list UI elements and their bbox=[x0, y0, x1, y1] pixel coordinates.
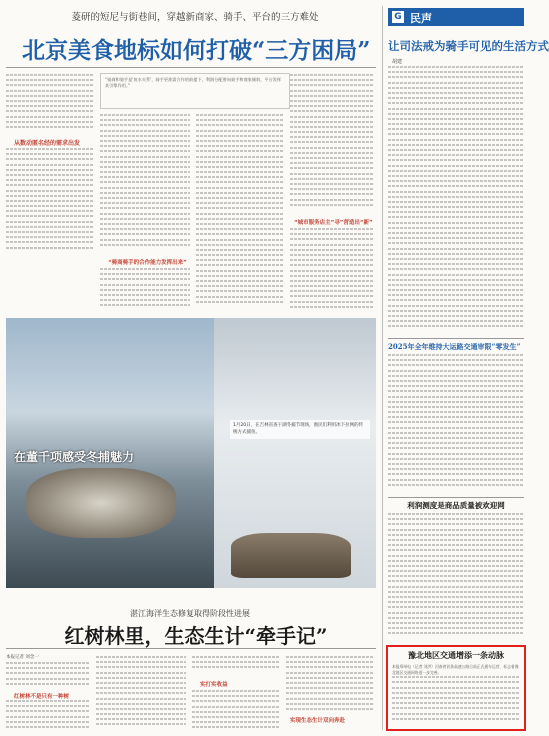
bottom-subhead-1: 红树林不是只有一种树 bbox=[14, 694, 70, 700]
top-kicker: 菱研的短尼与街巷间，穿越新商家、骑手、平台的三方难处 bbox=[71, 12, 319, 23]
top-col-1 bbox=[6, 74, 94, 134]
bottom-col-4 bbox=[286, 656, 374, 714]
top-col-4b bbox=[290, 228, 374, 312]
quote-box bbox=[100, 73, 290, 109]
bottom-headline: 红树林里，生态生计“牵手记” bbox=[64, 624, 328, 648]
bottom-subhead-2: 实打实收益 bbox=[200, 682, 228, 688]
news2-col bbox=[388, 513, 524, 641]
top-col-3 bbox=[196, 114, 284, 312]
top-col-1b bbox=[6, 148, 94, 254]
news3-col bbox=[388, 675, 524, 721]
top-col-2 bbox=[100, 114, 190, 254]
news1-title: 2025年全年维持大运路交通审限“零发生” bbox=[388, 342, 521, 351]
news3-title: 豫北地区交通增添一条动脉 bbox=[408, 650, 504, 660]
right-divider-1 bbox=[388, 338, 524, 339]
quote-text: “骑商和骑手是'鱼水关系'，骑手更准需合作的前提下，利润分配要向骑手和商家倾斜，平台发挥其引擎作用。” bbox=[105, 77, 282, 88]
bottom-col-3b bbox=[192, 690, 280, 732]
news2-title: 利润测度是商品质量被欢迎网 bbox=[407, 501, 505, 510]
right-divider-2 bbox=[388, 497, 524, 498]
bottom-byline: 本报记者 刘念一 bbox=[6, 655, 39, 660]
bottom-divider bbox=[6, 648, 376, 649]
news3-lead: 本报郑州电（记者 刘洪）河南省首条高速公路日前正式通车运营，标志着豫北地区交通网络进一步完善。 bbox=[392, 664, 519, 675]
top-divider bbox=[6, 67, 376, 68]
top-subhead-1: 从数动匿名经的需求出发 bbox=[14, 140, 81, 147]
column-separator bbox=[382, 6, 383, 730]
bottom-col-1 bbox=[6, 662, 90, 690]
section-label-icon: G bbox=[392, 11, 404, 23]
photo-title: 在董千项感受冬捕魅力 bbox=[14, 450, 135, 464]
section-label: 民声 bbox=[410, 12, 432, 25]
top-headline: 北京美食地标如何打破“三方困局” bbox=[22, 37, 371, 64]
top-subhead-2: “骑商骑手的合作能力发挥出来” bbox=[108, 260, 187, 266]
opinion-col bbox=[388, 66, 524, 336]
top-col-2b bbox=[100, 268, 190, 312]
opinion-title: 让司法戒为骑手可见的生活方式 bbox=[388, 39, 549, 53]
bottom-col-3 bbox=[192, 656, 280, 676]
highlighted-article[interactable] bbox=[386, 645, 526, 731]
section-label-box bbox=[388, 8, 524, 26]
bottom-kicker: 湛江海洋生态修复取得阶段性进展 bbox=[130, 609, 250, 618]
photo-caption: 1月20日，在吉林省查干湖冬捕节现场，渔民们利用冰下拉网的传统方式捕鱼。 bbox=[230, 420, 370, 439]
top-col-4 bbox=[290, 74, 374, 214]
bottom-col-1b bbox=[6, 700, 90, 732]
bottom-subhead-3: 实现生态生计双向奔赴 bbox=[290, 718, 346, 724]
news1-col bbox=[388, 354, 524, 494]
bottom-col-2 bbox=[96, 656, 186, 732]
opinion-author: 胡建 bbox=[392, 59, 403, 65]
top-subhead-3: “城市服务店主”寻”营造出“新” bbox=[294, 220, 373, 226]
